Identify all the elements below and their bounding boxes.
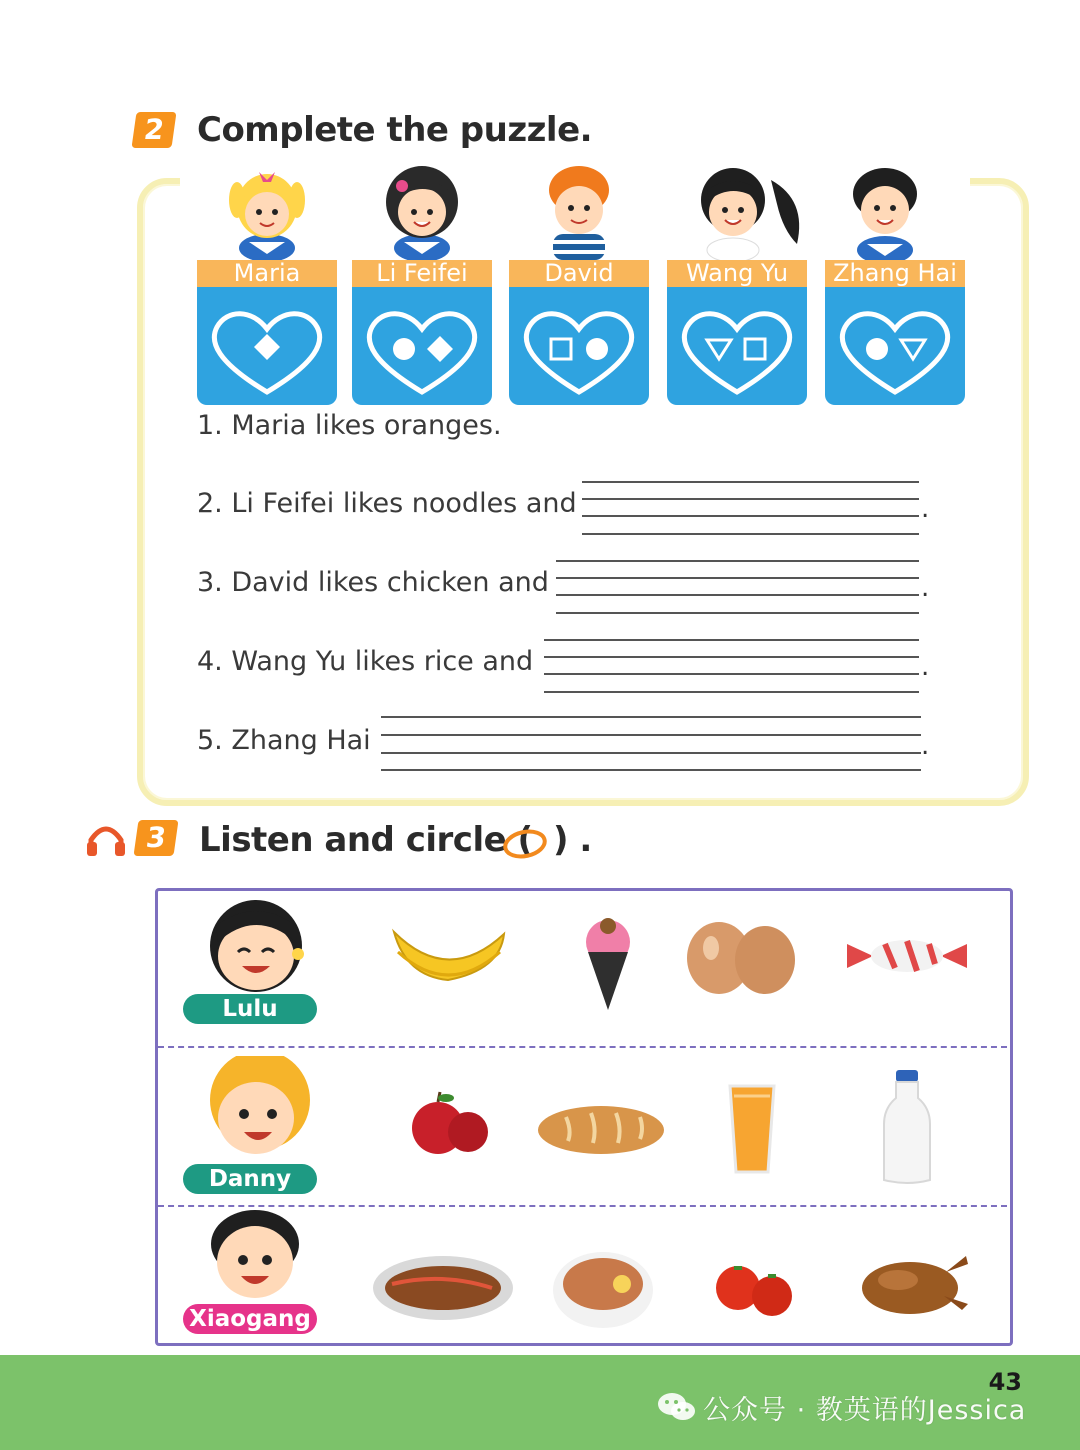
square-icon bbox=[745, 339, 765, 359]
sentence-4: 4. Wang Yu likes rice and bbox=[197, 646, 534, 677]
fish-icon[interactable] bbox=[372, 1254, 514, 1322]
answer-lines-3[interactable] bbox=[556, 560, 919, 615]
section-2-number: 2 bbox=[131, 112, 176, 148]
triangle-down-icon bbox=[901, 340, 925, 359]
period-4: . bbox=[921, 652, 930, 682]
answer-lines-2[interactable] bbox=[582, 481, 919, 536]
diamond-icon bbox=[427, 336, 453, 362]
candy-icon[interactable] bbox=[845, 936, 969, 976]
ice-cream-icon[interactable] bbox=[578, 912, 638, 1012]
kid-name-wang-yu: Wang Yu bbox=[667, 260, 807, 287]
puzzle-box-li-feifei bbox=[352, 287, 492, 405]
circle-mark-icon bbox=[500, 826, 550, 860]
eggs-icon[interactable] bbox=[683, 912, 803, 996]
circle-icon bbox=[586, 338, 608, 360]
sentence-3: 3. David likes chicken and bbox=[197, 567, 549, 598]
noodles-icon[interactable] bbox=[552, 1250, 654, 1330]
section-2-title: Complete the puzzle. bbox=[197, 110, 593, 150]
watermark: 公众号 · 教英语的Jessica bbox=[703, 1395, 1027, 1426]
banana-icon[interactable] bbox=[388, 918, 510, 993]
heart-icon bbox=[842, 314, 947, 392]
sentence-1: 1. Maria likes oranges. bbox=[197, 410, 502, 441]
diamond-icon bbox=[254, 334, 280, 360]
puzzle-box-wang-yu bbox=[667, 287, 807, 405]
row-divider-2 bbox=[158, 1205, 1007, 1207]
period-2: . bbox=[921, 494, 930, 524]
headphones-icon bbox=[86, 822, 126, 858]
wang-yu-face-icon bbox=[667, 160, 807, 260]
puzzle-box-maria bbox=[197, 287, 337, 405]
david-face-icon bbox=[509, 160, 649, 260]
milk-icon[interactable] bbox=[882, 1068, 932, 1186]
apples-icon[interactable] bbox=[410, 1090, 490, 1160]
name-tag-lulu: Lulu bbox=[183, 994, 317, 1024]
section-3-title-start: Listen and circle ( bbox=[199, 820, 533, 860]
xiaogang-face-icon bbox=[203, 1208, 308, 1303]
kid-card-maria bbox=[197, 160, 337, 406]
kid-card-wang-yu bbox=[667, 160, 807, 406]
puzzle-box-zhang-hai bbox=[825, 287, 965, 405]
wechat-icon bbox=[656, 1390, 696, 1424]
kid-name-li-feifei: Li Feifei bbox=[352, 260, 492, 287]
kid-name-maria: Maria bbox=[197, 260, 337, 287]
circle-icon bbox=[393, 338, 415, 360]
answer-lines-5[interactable] bbox=[381, 716, 921, 771]
circle-icon bbox=[866, 338, 888, 360]
row-divider-1 bbox=[158, 1046, 1007, 1048]
kid-card-zhang-hai bbox=[825, 160, 965, 406]
period-5: . bbox=[921, 731, 930, 761]
page-number: 43 bbox=[988, 1368, 1022, 1396]
roast-chicken-icon[interactable] bbox=[858, 1248, 970, 1316]
triangle-down-icon bbox=[707, 340, 731, 359]
section-3-title-end: ) . bbox=[553, 820, 592, 860]
kid-card-li-feifei bbox=[352, 160, 492, 406]
orange-juice-icon[interactable] bbox=[724, 1080, 780, 1176]
lulu-face-icon bbox=[200, 896, 315, 996]
answer-lines-4[interactable] bbox=[544, 639, 919, 694]
li-feifei-face-icon bbox=[352, 160, 492, 260]
square-icon bbox=[551, 339, 571, 359]
sentence-5: 5. Zhang Hai bbox=[197, 725, 371, 756]
kid-card-david bbox=[509, 160, 649, 406]
sentence-2: 2. Li Feifei likes noodles and bbox=[197, 488, 577, 519]
danny-face-icon bbox=[200, 1056, 320, 1161]
kid-name-david: David bbox=[509, 260, 649, 287]
kid-name-zhang-hai: Zhang Hai bbox=[825, 260, 965, 287]
heart-icon bbox=[526, 314, 631, 392]
maria-face-icon bbox=[197, 160, 337, 260]
bread-icon[interactable] bbox=[536, 1103, 666, 1155]
period-3: . bbox=[921, 573, 930, 603]
zhang-hai-face-icon bbox=[825, 160, 965, 260]
name-tag-danny: Danny bbox=[183, 1164, 317, 1194]
name-tag-xiaogang: Xiaogang bbox=[183, 1304, 317, 1334]
heart-icon bbox=[369, 314, 474, 392]
section-3-number: 3 bbox=[133, 820, 178, 856]
heart-icon bbox=[684, 314, 789, 392]
puzzle-box-david bbox=[509, 287, 649, 405]
tomatoes-icon[interactable] bbox=[712, 1262, 796, 1318]
